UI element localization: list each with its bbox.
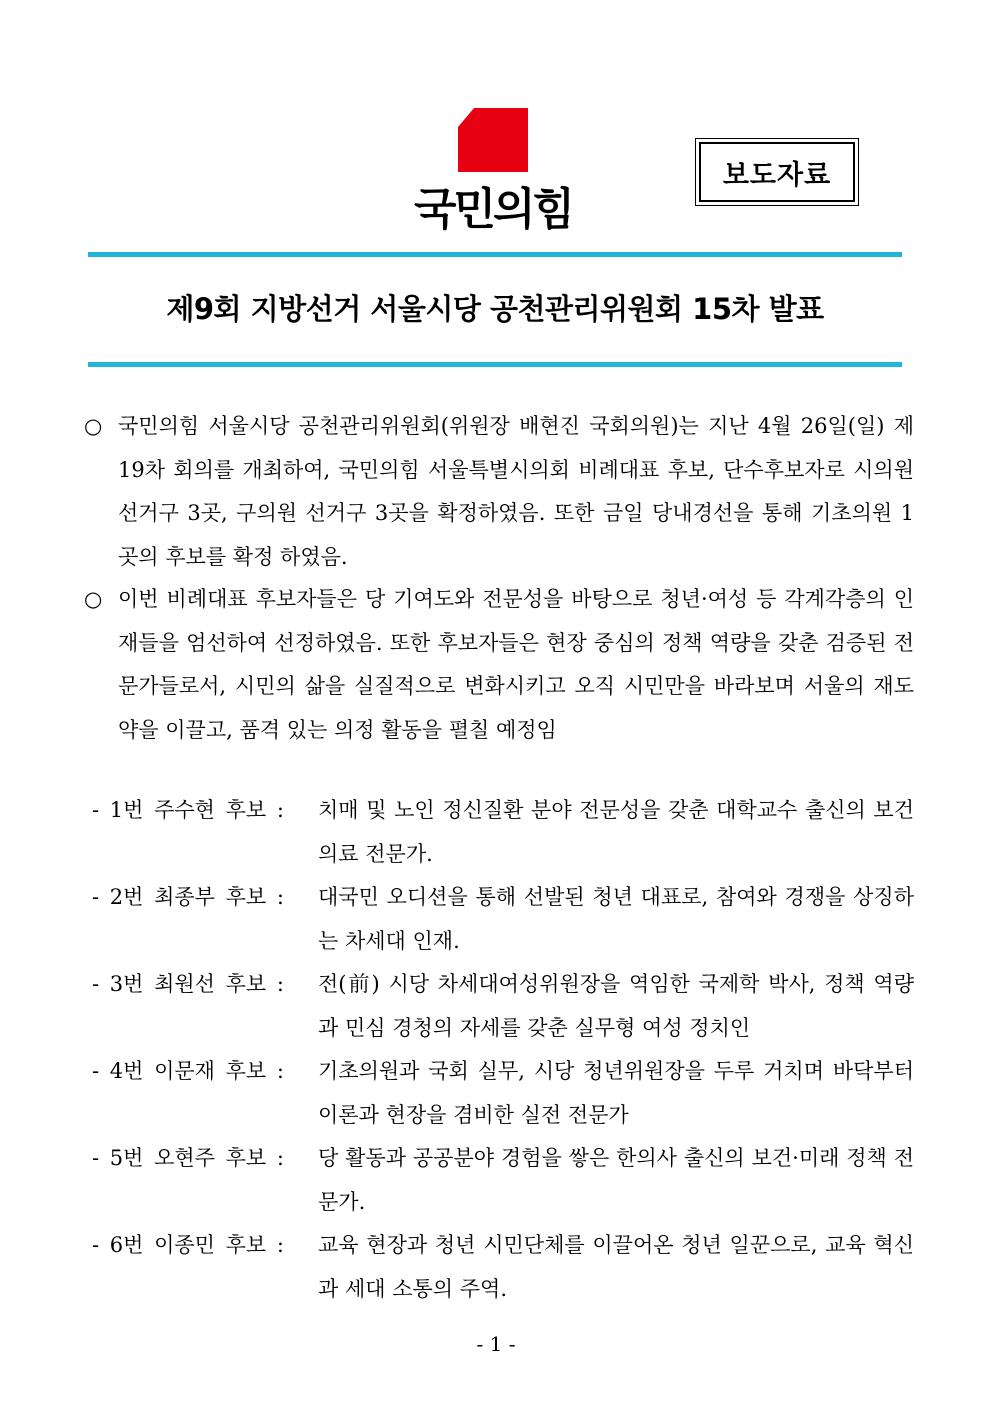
page-number: - 1 -: [476, 1332, 516, 1356]
candidate-heading: - 5번 오현주 후보 :: [92, 1146, 284, 1170]
candidate-heading: - 2번 최종부 후보 :: [92, 885, 284, 909]
press-release-label: 보도자료: [699, 142, 855, 202]
candidate-item: [92, 876, 914, 963]
document-title: 제9회 지방선거 서울시당 공천관리위원회 15차 발표: [166, 292, 824, 326]
candidate-description: 당 활동과 공공분야 경험을 쌓은 한의사 출신의 보건·미래 정책 전문가.: [318, 1146, 914, 1214]
candidate-item: [92, 1137, 914, 1224]
candidate-description: 기초의원과 국회 실무, 시당 청년위원장을 두루 거치며 바닥부터 이론과 현장을 겸비한 실전 전문가: [318, 1059, 914, 1127]
paragraph-announcement: [84, 405, 914, 579]
title-top-rule: [88, 252, 902, 257]
party-logo-icon: [458, 108, 528, 172]
title-bottom-rule: [88, 362, 902, 367]
candidate-description: 대국민 오디션을 통해 선발된 청년 대표로, 참여와 경쟁을 상징하는 차세대 인재.: [318, 885, 914, 953]
candidate-heading: - 1번 주수현 후보 :: [92, 798, 284, 822]
candidate-description: 치매 및 노인 정신질환 분야 전문성을 갖춘 대학교수 출신의 보건의료 전문가.: [318, 798, 914, 866]
paragraph-text: 이번 비례대표 후보자들은 당 기여도와 전문성을 바탕으로 청년·여성 등 각계각층의 인재들을 엄선하여 선정하였음. 또한 후보자들은 현장 중심의 정책 역량을 갖춘 검증된 전문가들로서, 시민의 삶을 실질적으로 변화시키고 오직 시민만을 바라보며 서울의 재도약을 이끌고, 품격 있는 의정 활동을 펼칠 예정임: [118, 587, 914, 742]
bullet-marker: ○: [84, 414, 103, 438]
press-release-badge: [695, 138, 859, 206]
paragraph-text: 국민의힘 서울시당 공천관리위원회(위원장 배현진 국회의원)는 지난 4월 26일(일) 제19차 회의를 개최하여, 국민의힘 서울특별시의회 비례대표 후보, 단수후보자로 시의원 선거구 3곳, 구의원 선거구 3곳을 확정하였음. 또한 금일 당내경선을 통해 기초의원 1곳의 후보를 확정 하였음.: [118, 414, 914, 569]
candidate-item: [92, 963, 914, 1050]
bullet-marker: ○: [84, 587, 103, 611]
candidate-description: 교육 현장과 청년 시민단체를 이끌어온 청년 일꾼으로, 교육 혁신과 세대 소통의 주역.: [318, 1233, 914, 1301]
party-logo-text: 국민의힘: [413, 184, 572, 235]
candidate-item: [92, 1224, 914, 1311]
candidate-description: 전(前) 시당 차세대여성위원장을 역임한 국제학 박사, 정책 역량과 민심 경청의 자세를 갖춘 실무형 여성 정치인: [318, 972, 914, 1040]
candidate-heading: - 4번 이문재 후보 :: [92, 1059, 284, 1083]
candidate-item: [92, 789, 914, 876]
paragraph-candidates-intro: [84, 578, 914, 752]
candidate-item: [92, 1050, 914, 1137]
candidate-heading: - 3번 최원선 후보 :: [92, 972, 284, 996]
candidate-heading: - 6번 이종민 후보 :: [92, 1233, 284, 1257]
